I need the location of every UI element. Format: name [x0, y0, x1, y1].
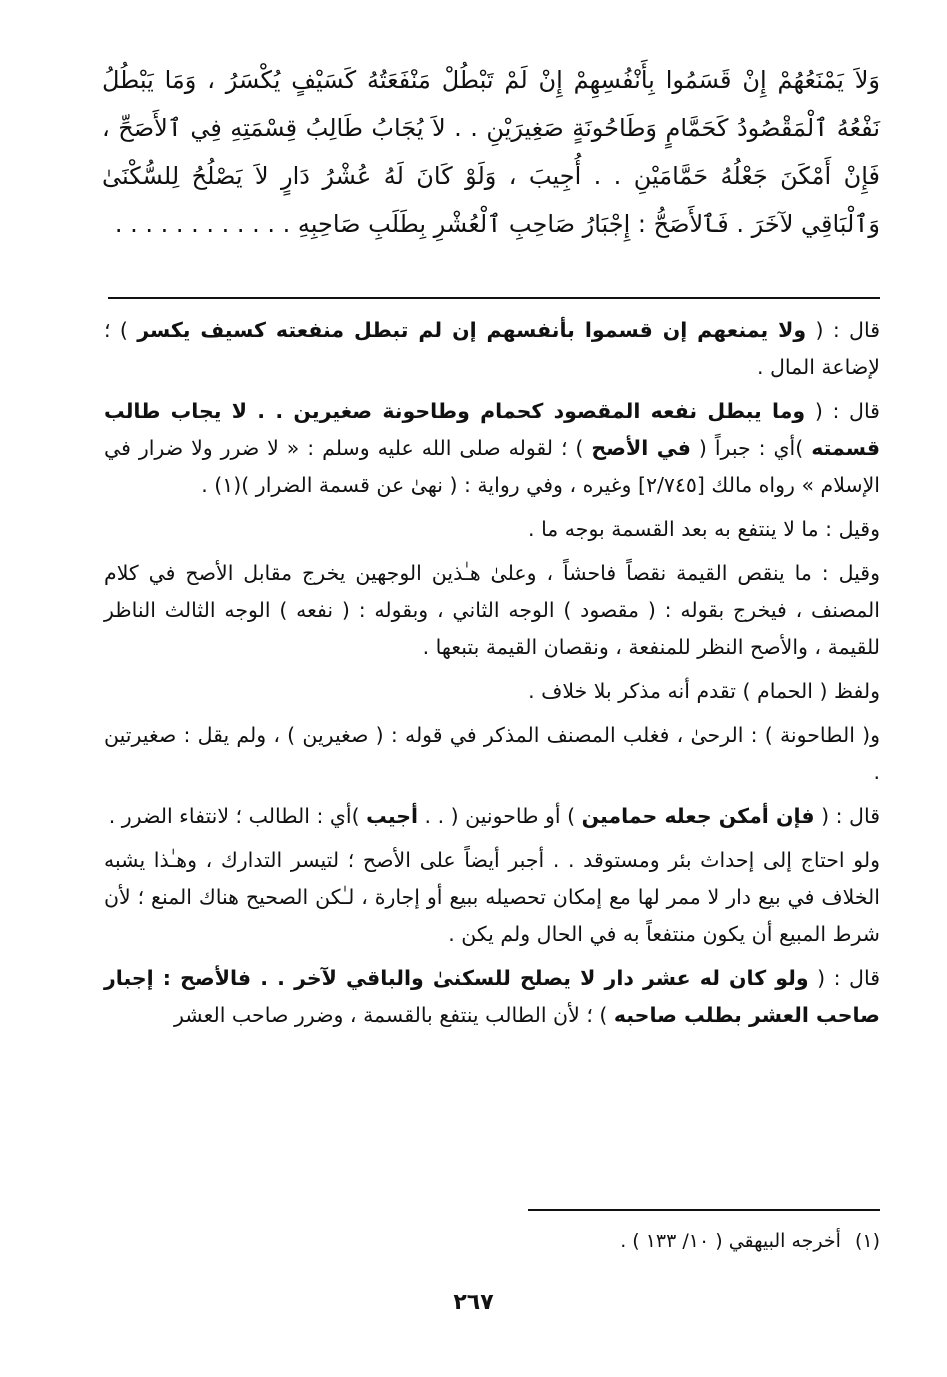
commentary-prefix: قال : (	[806, 318, 880, 342]
commentary-paragraph	[104, 717, 880, 791]
commentary-paragraph	[104, 393, 880, 504]
commentary-text: )أي : جبراً (	[690, 436, 812, 460]
commentary-paragraph	[104, 842, 880, 953]
commentary-paragraph	[104, 555, 880, 666]
commentary-quote: ولا يمنعهم إن قسموا بأنفسهم إن لم تبطل منفعته كسيف يكسر	[137, 318, 807, 342]
commentary-text: ) ؛ لقوله صلى الله عليه وسلم : « لا ضرر ولا ضرار في الإسلام » رواه مالك [٢/٧٤٥] وغيره ، وفي رواية : ( نهىٰ عن قسمة الضرار )(١) .	[104, 436, 880, 497]
commentary-quote: أجيب	[366, 804, 419, 828]
commentary-prefix: قال : (	[805, 399, 880, 423]
commentary-text: و( الطاحونة ) : الرحىٰ ، فغلب المصنف المذكر في قوله : ( صغيرين ) ، ولم يقل : صغيرتين .	[104, 723, 880, 784]
page-number: ٢٦٧	[453, 1290, 494, 1315]
footnote-separator	[528, 1209, 880, 1211]
commentary-quote: في الأصح	[591, 436, 691, 460]
commentary-paragraph	[104, 798, 880, 835]
commentary-text: )أي : الطالب ؛ لانتفاء الضرر .	[108, 804, 367, 828]
commentary-text: ) ؛ لأن الطالب ينتفع بالقسمة ، وضرر صاحب العشر	[173, 1003, 614, 1027]
commentary-paragraph	[104, 673, 880, 710]
commentary-text: ) أو طاحونين ( . .	[418, 804, 582, 828]
matn-text	[102, 56, 880, 248]
commentary-text: ولفظ ( الحمام ) تقدم أنه مذكر بلا خلاف .	[528, 679, 880, 703]
commentary-quote: فإن أمكن جعله حمامين	[581, 804, 815, 828]
commentary-quote: وما يبطل نفعه المقصود كحمام وطاحونة صغيرين . . لا يجاب طالب قسمته	[104, 399, 881, 460]
commentary-prefix: قال : (	[808, 966, 880, 990]
commentary-text: وقيل : ما لا ينتفع به بعد القسمة بوجه ما .	[528, 517, 880, 541]
footnote-number: (١)	[854, 1230, 880, 1252]
sharh-commentary	[104, 312, 880, 1041]
commentary-text: ) ؛ لإضاعة المال .	[104, 318, 880, 379]
commentary-paragraph	[104, 960, 880, 1034]
matn-paragraph: وَلاَ يَمْنَعُهُمْ إِنْ قَسَمُوا بِأَنْفُسِهِمْ إِنْ لَمْ تَبْطُلْ مَنْفَعَتُهُ كَسَيْفٍ يُكْسَرُ ، وَمَا يَبْطُلُ نَفْعُهُ ٱلْمَقْصُودُ كَحَمَّامٍ وَطَاحُونَةٍ صَغِيرَيْنِ . . لاَ يُجَابُ طَالِبُ قِسْمَتِهِ فِي ٱلأَصَحِّ ، فَإِنْ أَمْكَنَ جَعْلُهُ حَمَّامَيْنِ . . أُجِيبَ ، وَلَوْ كَانَ لَهُ عُشْرُ دَارٍ لاَ يَصْلُحُ لِلسُّكْنَىٰ وَٱلْبَاقِي لآخَرَ . فَٱلأَصَحُّ : إِجْبَارُ صَاحِبِ ٱلْعُشْرِ بِطَلَبِ صَاحِبِهِ . . . . . . . . . . . .	[102, 66, 880, 238]
commentary-quote: ولو كان له عشر دار لا يصلح للسكنىٰ والباقي لآخر . . فالأصح : إجبار صاحب العشر بطلب صاحبه	[104, 966, 880, 1027]
commentary-paragraph	[104, 511, 880, 548]
commentary-text: ولو احتاج إلى إحداث بئر ومستوقد . . أجبر أيضاً على الأصح ؛ لتيسر التدارك ، وهـٰذا يشبه الخلاف في بيع دار لا ممر لها مع إمكان تحصيله ببيع أو إجارة ، لـٰكن الصحيح هناك المنع ؛ لأن شرط المبيع أن يكون منتفعاً به في الحال ولم يكن .	[104, 848, 880, 946]
commentary-paragraph	[104, 312, 880, 386]
commentary-prefix: قال : (	[814, 804, 880, 828]
footnote	[400, 1226, 880, 1256]
footnote-text: أخرجه البيهقي ( ١٠/ ١٣٣ ) .	[620, 1230, 841, 1252]
separator-rule	[108, 297, 880, 299]
commentary-text: وقيل : ما ينقص القيمة نقصاً فاحشاً ، وعلىٰ هـٰذين الوجهين يخرج مقابل الأصح في كلام المصنف ، فيخرج بقوله : ( مقصود ) الوجه الثاني ، وبقوله : ( نفعه ) الوجه الثالث الناظر للقيمة ، والأصح النظر للمنفعة ، ونقصان القيمة بتبعها .	[104, 561, 880, 659]
